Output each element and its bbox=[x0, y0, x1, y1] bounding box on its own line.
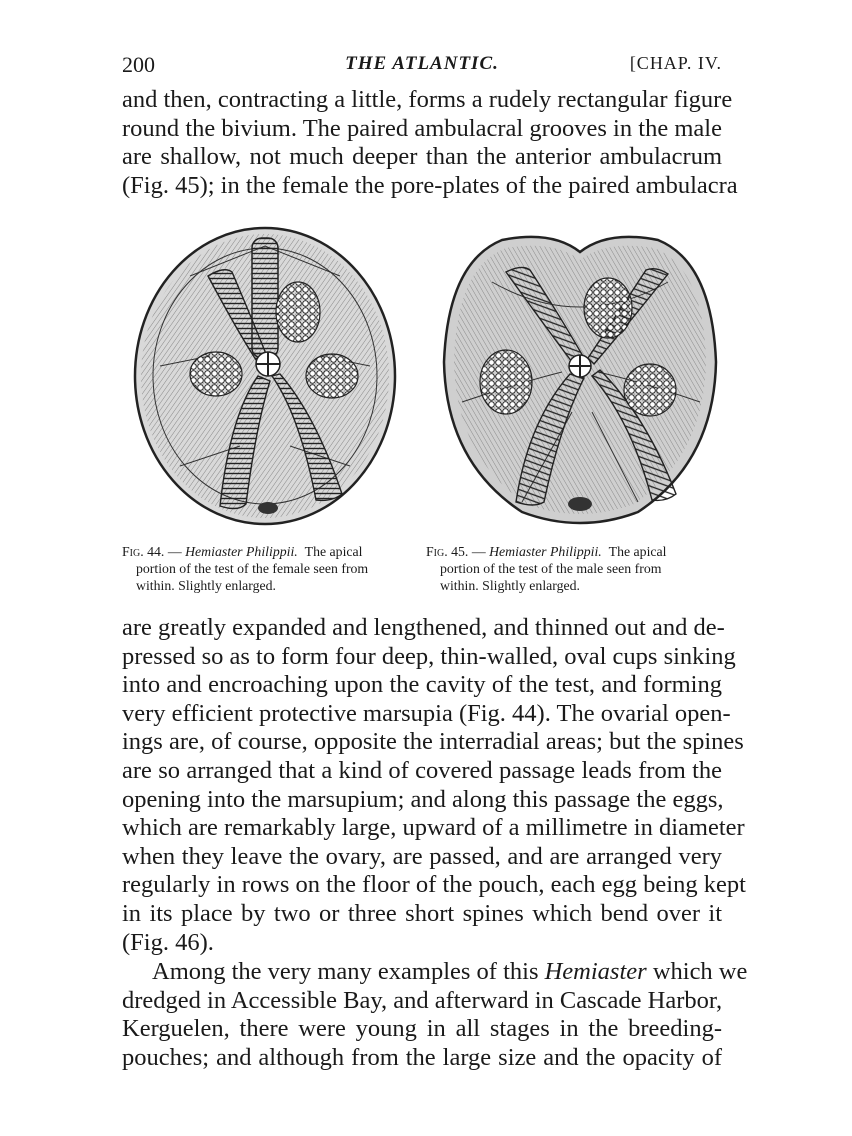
caption-line bbox=[122, 543, 412, 560]
caption-text: The apical bbox=[608, 544, 667, 559]
text-line: Kerguelen, there were young in all stages in the breeding- bbox=[122, 1015, 722, 1043]
text-line: round the bivium. The paired ambulacral grooves in the male bbox=[122, 114, 722, 142]
apical-disc bbox=[569, 355, 591, 377]
text-line: when they leave the ovary, are passed, and are arranged very bbox=[122, 842, 722, 870]
text-line: (Fig. 46). bbox=[122, 928, 214, 956]
text-line: in its place by two or three short spines which bend over it bbox=[122, 899, 722, 927]
peristome bbox=[568, 497, 592, 511]
figure-44-caption bbox=[122, 543, 412, 594]
caption-dash: — bbox=[164, 544, 186, 559]
caption-line: within. Slightly enlarged. bbox=[440, 578, 581, 593]
paragraph-bottom bbox=[122, 958, 748, 1072]
figure-45-caption bbox=[426, 543, 716, 594]
text-line: ings are, of course, opposite the interradial areas; but the spines bbox=[122, 728, 744, 756]
genus-name: Hemiaster bbox=[544, 958, 647, 985]
figure-label: Fig. 45. bbox=[426, 544, 469, 559]
apical-disc bbox=[256, 352, 280, 376]
text-line: which are remarkably large, upward of a millimetre in diameter bbox=[122, 814, 745, 842]
text-line bbox=[122, 958, 748, 987]
text-run: Among the very many examples of this bbox=[152, 958, 545, 985]
figure-44-female-test-illustration bbox=[120, 216, 410, 530]
text-line: pressed so as to form four deep, thin-walled, oval cups sinking bbox=[122, 642, 736, 670]
text-line: opening into the marsupium; and along this passage the eggs, bbox=[122, 785, 724, 813]
caption-line: portion of the test of the female seen from bbox=[136, 561, 369, 576]
text-line: dredged in Accessible Bay, and afterward in Cascade Harbor, bbox=[122, 986, 723, 1014]
text-line: into and encroaching upon the cavity of the test, and forming bbox=[122, 671, 722, 699]
text-line: are greatly expanded and lengthened, and thinned out and de- bbox=[122, 614, 725, 641]
text-line: (Fig. 45); in the female the pore-plates of the paired ambulacra bbox=[122, 171, 738, 199]
page-number: 200 bbox=[122, 52, 155, 77]
chapter-label: [CHAP. IV. bbox=[629, 53, 722, 73]
text-line: very efficient protective marsupia (Fig. 44). The ovarial open- bbox=[122, 699, 731, 727]
caption-line bbox=[426, 543, 716, 560]
running-title: THE ATLANTIC. bbox=[345, 53, 499, 74]
text-line: regularly in rows on the floor of the pouch, each egg being kept bbox=[122, 871, 746, 899]
caption-line: portion of the test of the male seen from bbox=[440, 561, 662, 576]
caption-dash: — bbox=[468, 544, 490, 559]
text-line: are so arranged that a kind of covered passage leads from the bbox=[122, 756, 722, 784]
figure-label: Fig. 44. bbox=[122, 544, 165, 559]
caption-line: within. Slightly enlarged. bbox=[136, 578, 277, 593]
paragraph-middle bbox=[122, 614, 746, 957]
page-header bbox=[122, 52, 722, 84]
text-run: which we bbox=[646, 958, 748, 985]
text-line: pouches; and although from the large size and the opacity of bbox=[122, 1043, 722, 1071]
species-name: Hemiaster Philippii. bbox=[489, 544, 602, 559]
caption-text: The apical bbox=[304, 544, 363, 559]
species-name: Hemiaster Philippii. bbox=[185, 544, 298, 559]
figure-45-male-test-illustration bbox=[432, 212, 728, 530]
text-line: are shallow, not much deeper than the anterior ambulacrum bbox=[122, 143, 722, 171]
text-line: and then, contracting a little, forms a rudely rectangular figure bbox=[122, 86, 733, 113]
paragraph-top bbox=[122, 86, 738, 200]
peristome bbox=[258, 502, 278, 514]
